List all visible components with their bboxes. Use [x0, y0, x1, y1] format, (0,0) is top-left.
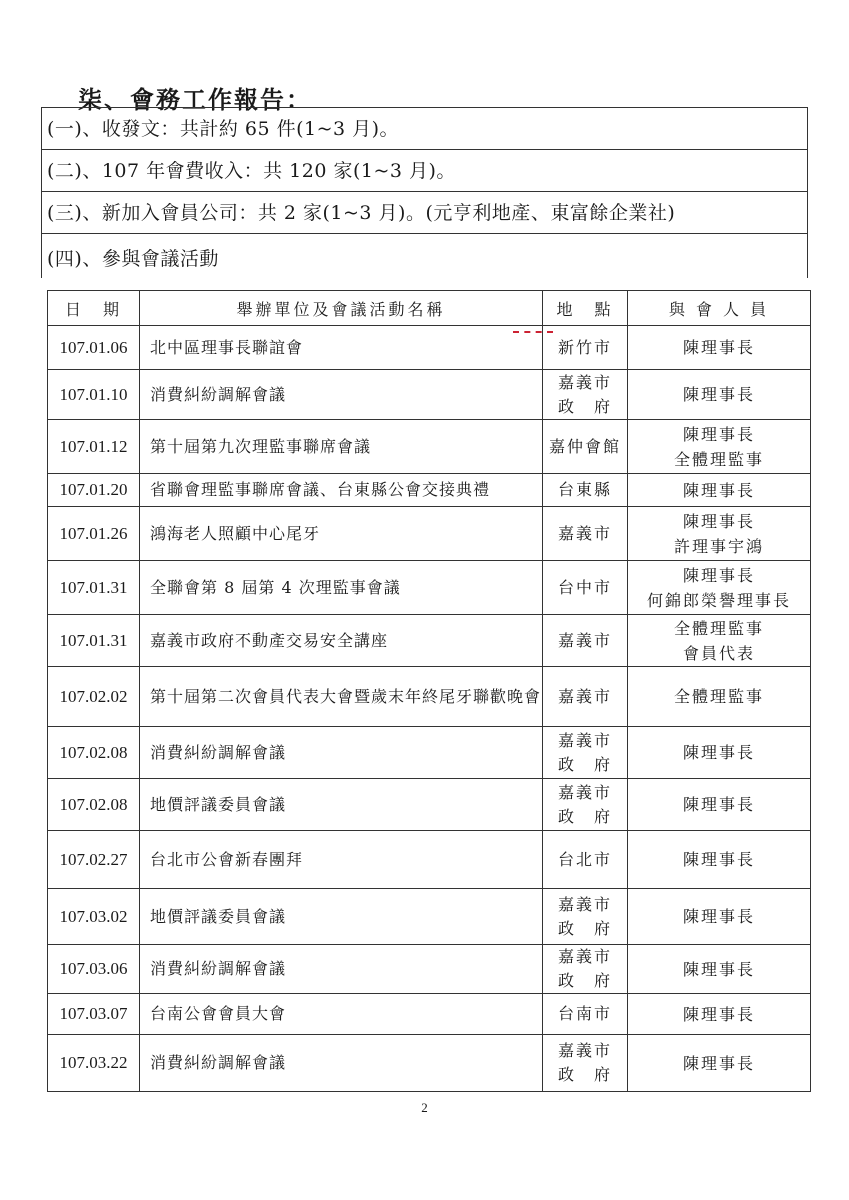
- attendee-line: 陳理事長: [682, 565, 755, 585]
- cell-date: 107.03.02: [48, 889, 140, 945]
- location-line: 政 府: [557, 806, 612, 826]
- location-line: 嘉義市: [557, 947, 612, 966]
- cell-date: 107.01.20: [48, 474, 140, 507]
- table-row: [48, 615, 811, 667]
- location-line: 台東縣: [557, 480, 612, 499]
- location-line: 嘉義市: [557, 523, 612, 543]
- attendee-line: 全體理監事: [673, 618, 764, 638]
- cell-location: [543, 420, 628, 474]
- attendee-line: 陳理事長: [682, 511, 755, 531]
- cell-attendees: [628, 561, 811, 615]
- cell-location: [543, 507, 628, 561]
- attendee-line: 許理事宇鴻: [673, 536, 764, 556]
- table-row: [48, 889, 811, 945]
- cell-location: [543, 370, 628, 420]
- cell-location: [543, 561, 628, 615]
- location-line: 嘉義市: [557, 630, 612, 650]
- attendee-line: 陳理事長: [682, 480, 755, 500]
- cell-attendees: [628, 474, 811, 507]
- cell-event-name: 消費糾紛調解會議: [140, 1035, 543, 1092]
- attendee-line: 陳理事長: [682, 743, 755, 762]
- cell-location: [543, 326, 628, 370]
- cell-event-name: 嘉義市政府不動產交易安全講座: [140, 615, 543, 667]
- cell-attendees: [628, 1035, 811, 1092]
- cell-location: [543, 994, 628, 1035]
- location-line: 台中市: [557, 577, 612, 597]
- cell-event-name: 北中區理事長聯誼會: [140, 326, 543, 370]
- cell-event-name: 消費糾紛調解會議: [140, 370, 543, 420]
- summary-line-documents: (一)、收發文：共計約 65 件(1~3 月)。: [42, 108, 807, 150]
- cell-event-name: 地價評議委員會議: [140, 779, 543, 831]
- cell-event-name: 第十屆第二次會員代表大會暨歲末年終尾牙聯歡晚會: [140, 667, 543, 727]
- location-line: 嘉義市: [557, 686, 612, 706]
- cell-attendees: [628, 667, 811, 727]
- table-header-row: [48, 291, 811, 326]
- table-body: [48, 326, 811, 1092]
- header-attendees: 與 會 人 員: [628, 291, 811, 326]
- cell-location: [543, 1035, 628, 1092]
- table-row: [48, 561, 811, 615]
- attendee-line: 陳理事長: [682, 1053, 755, 1073]
- red-ink-mark: [513, 331, 553, 333]
- location-line: 新竹市: [557, 337, 612, 357]
- location-line: 台北市: [557, 849, 612, 869]
- location-line: 嘉義市: [557, 782, 612, 802]
- cell-date: 107.03.06: [48, 945, 140, 994]
- cell-attendees: [628, 727, 811, 779]
- cell-event-name: 省聯會理監事聯席會議、台東縣公會交接典禮: [140, 474, 543, 507]
- cell-attendees: [628, 889, 811, 945]
- cell-attendees: [628, 994, 811, 1035]
- summary-line-fees: (二)、107 年會費收入：共 120 家(1~3 月)。: [42, 150, 807, 192]
- table-row: [48, 1035, 811, 1092]
- cell-date: 107.02.08: [48, 779, 140, 831]
- cell-attendees: [628, 507, 811, 561]
- cell-event-name: 鴻海老人照顧中心尾牙: [140, 507, 543, 561]
- cell-location: [543, 889, 628, 945]
- cell-event-name: 台北市公會新春團拜: [140, 831, 543, 889]
- table-row: [48, 727, 811, 779]
- location-line: 政 府: [557, 971, 612, 990]
- cell-date: 107.01.31: [48, 561, 140, 615]
- cell-event-name: 消費糾紛調解會議: [140, 945, 543, 994]
- attendee-line: 全體理監事: [673, 449, 764, 469]
- attendee-line: 陳理事長: [682, 959, 755, 979]
- cell-event-name: 台南公會會員大會: [140, 994, 543, 1035]
- summary-line-meetings-heading: (四)、參與會議活動: [47, 248, 219, 270]
- cell-date: 107.03.07: [48, 994, 140, 1035]
- attendee-line: 陳理事長: [682, 424, 755, 444]
- table-row: [48, 370, 811, 420]
- meetings-table: [47, 290, 811, 1092]
- location-line: 嘉義市: [557, 1041, 612, 1060]
- location-line: 政 府: [557, 1065, 612, 1084]
- cell-date: 107.02.27: [48, 831, 140, 889]
- attendee-line: 陳理事長: [682, 795, 755, 814]
- location-line: 嘉仲會館: [548, 436, 621, 456]
- table-row: [48, 994, 811, 1035]
- header-date: 日 期: [48, 291, 140, 326]
- location-line: 嘉義市: [557, 894, 612, 914]
- attendee-line: 陳理事長: [682, 907, 755, 926]
- table-row: [48, 945, 811, 994]
- cell-attendees: [628, 326, 811, 370]
- cell-date: 107.01.31: [48, 615, 140, 667]
- cell-event-name: 地價評議委員會議: [140, 889, 543, 945]
- cell-event-name: 全聯會第 8 屆第 4 次理監事會議: [140, 561, 543, 615]
- header-location: 地 點: [543, 291, 628, 326]
- attendee-line: 陳理事長: [682, 338, 755, 357]
- cell-attendees: [628, 779, 811, 831]
- attendee-line: 陳理事長: [682, 1004, 755, 1024]
- summary-line-new-members: (三)、新加入會員公司：共 2 家(1~3 月)。(元亨利地產、東富餘企業社): [42, 192, 807, 234]
- cell-location: [543, 615, 628, 667]
- cell-attendees: [628, 370, 811, 420]
- cell-event-name: 第十屆第九次理監事聯席會議: [140, 420, 543, 474]
- attendee-line: 全體理監事: [673, 687, 764, 706]
- cell-location: [543, 779, 628, 831]
- cell-date: 107.01.10: [48, 370, 140, 420]
- cell-location: [543, 945, 628, 994]
- location-line: 嘉義市: [557, 372, 612, 392]
- cell-attendees: [628, 615, 811, 667]
- cell-attendees: [628, 420, 811, 474]
- table-row: [48, 420, 811, 474]
- summary-box: [41, 107, 808, 278]
- page-number: 2: [421, 1100, 428, 1115]
- header-name: 舉辦單位及會議活動名稱: [140, 291, 543, 326]
- cell-location: [543, 474, 628, 507]
- attendee-line: 何錦郎榮譽理事長: [646, 590, 791, 610]
- cell-date: 107.01.26: [48, 507, 140, 561]
- location-line: 政 府: [557, 754, 612, 774]
- cell-location: [543, 667, 628, 727]
- table-row: [48, 779, 811, 831]
- location-line: 嘉義市: [557, 730, 612, 750]
- attendee-line: 陳理事長: [682, 850, 755, 869]
- table-row: [48, 667, 811, 727]
- cell-attendees: [628, 945, 811, 994]
- table-row: [48, 831, 811, 889]
- cell-date: 107.01.06: [48, 326, 140, 370]
- attendee-line: 會員代表: [682, 643, 755, 663]
- location-line: 政 府: [557, 396, 612, 416]
- cell-date: 107.02.08: [48, 727, 140, 779]
- cell-location: [543, 831, 628, 889]
- cell-date: 107.01.12: [48, 420, 140, 474]
- cell-date: 107.02.02: [48, 667, 140, 727]
- table-row: [48, 507, 811, 561]
- attendee-line: 陳理事長: [682, 385, 755, 404]
- location-line: 政 府: [557, 918, 612, 938]
- table-row: [48, 474, 811, 507]
- table-row: [48, 326, 811, 370]
- cell-location: [543, 727, 628, 779]
- location-line: 台南市: [557, 1004, 612, 1023]
- cell-attendees: [628, 831, 811, 889]
- cell-date: 107.03.22: [48, 1035, 140, 1092]
- section-title: 柒、會務工作報告：: [78, 85, 312, 114]
- cell-event-name: 消費糾紛調解會議: [140, 727, 543, 779]
